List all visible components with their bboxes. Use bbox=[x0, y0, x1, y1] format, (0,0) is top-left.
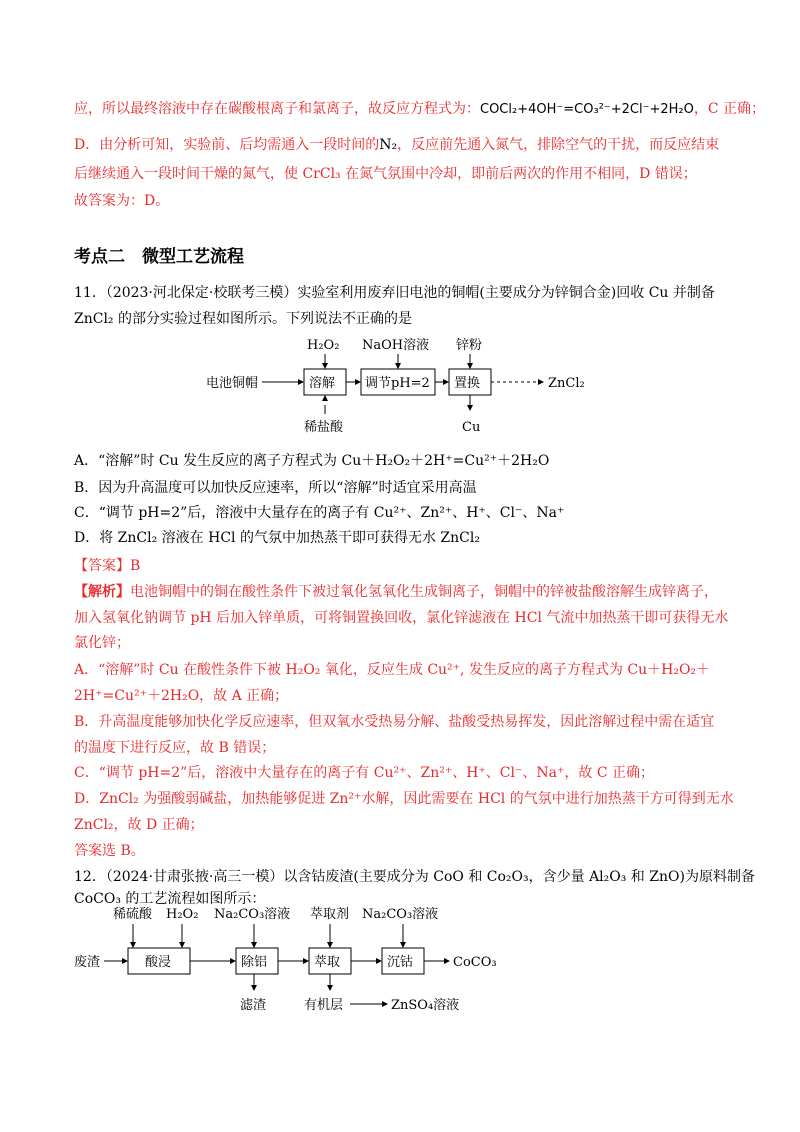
option-d: D．将 ZnCl₂ 溶液在 HCl 的气氛中加热蒸干即可获得无水 ZnCl₂ bbox=[74, 530, 480, 546]
flow-diagram-12 bbox=[74, 906, 497, 1013]
arrowhead bbox=[467, 405, 473, 411]
explanation-line: 加入氢氧化钠调节 pH 后加入锌单质，可将铜置换回收，氯化锌滤液在 HCl 气流中加热蒸干即可获得无水 bbox=[74, 610, 729, 626]
flow-reagent: H₂O₂ bbox=[166, 907, 199, 922]
explanation-line: ZnCl₂，故 D 正确； bbox=[74, 817, 204, 833]
arrowhead bbox=[322, 363, 328, 369]
arrowhead bbox=[376, 958, 382, 964]
text-line: 故答案为：D。 bbox=[74, 193, 170, 209]
flow-start: 废渣 bbox=[74, 955, 101, 970]
explanation-line: 氯化锌； bbox=[74, 635, 130, 651]
flow-product: Cu bbox=[462, 420, 481, 435]
flow-end: ZnCl₂ bbox=[548, 376, 585, 391]
arrowhead bbox=[355, 379, 361, 385]
explanation-line: 2H⁺=Cu²⁺＋2H₂O，故 A 正确； bbox=[74, 688, 289, 704]
option-c: C．“调节 pH=2”后，溶液中大量存在的离子有 Cu²⁺、Zn²⁺、H⁺、Cl⁻、Na⁺ bbox=[74, 505, 565, 521]
arrowhead bbox=[130, 942, 136, 948]
question-stem: ZnCl₂ 的部分实验过程如图所示。下列说法不正确的是 bbox=[74, 311, 412, 327]
arrowhead bbox=[122, 958, 128, 964]
flow-start: 电池铜帽 bbox=[206, 376, 259, 391]
flow-box-label: 置换 bbox=[454, 376, 481, 391]
flow-end: CoCO₃ bbox=[453, 955, 497, 970]
arrowhead bbox=[230, 958, 236, 964]
text-span: ，C 正确； bbox=[693, 101, 765, 117]
flow-product: 有机层 bbox=[304, 998, 344, 1013]
text-line: 后继续通入一段时间干燥的氮气，使 CrCl₃ 在氮气氛围中冷却，即前后两次的作用不相同，D 错误； bbox=[74, 166, 697, 182]
explanation-line: A．“溶解”时 Cu 在酸性条件下被 H₂O₂ 氧化，反应生成 Cu²⁺, 发生反应的离子方程式为 Cu＋H₂O₂＋ bbox=[74, 662, 711, 678]
flow-box-label: 除铝 bbox=[241, 955, 268, 970]
option-a: A．“溶解”时 Cu 发生反应的离子方程式为 Cu＋H₂O₂＋2H⁺=Cu²⁺＋2H₂O bbox=[74, 453, 550, 469]
flow-product: ZnSO₄溶液 bbox=[391, 998, 460, 1013]
explanation-label: 【解析】 bbox=[74, 584, 130, 600]
explanation-line bbox=[74, 582, 718, 602]
section-title: 考点二 微型工艺流程 bbox=[74, 247, 244, 267]
question-stem: CoCO₃ 的工艺流程如图所示： bbox=[74, 891, 266, 907]
flow-reagent: 稀盐酸 bbox=[304, 420, 344, 435]
arrowhead bbox=[395, 363, 401, 369]
arrowhead bbox=[400, 942, 406, 948]
text-span: 电池铜帽中的铜在酸性条件下被过氧化氢氧化生成铜离子，铜帽中的锌被盐酸溶解生成锌离子， bbox=[130, 584, 718, 600]
explanation-line: C．“调节 pH=2”后，溶液中大量存在的离子有 Cu²⁺、Zn²⁺、H⁺、Cl⁻、Na⁺，故 C 正确； bbox=[74, 765, 654, 781]
formula: N₂ bbox=[379, 137, 398, 153]
flow-reagent: Na₂CO₃溶液 bbox=[362, 907, 439, 922]
arrowhead bbox=[303, 958, 309, 964]
arrowhead bbox=[179, 942, 185, 948]
flow-reagent: H₂O₂ bbox=[307, 338, 340, 353]
explanation-line: B．升高温度能够加快化学反应速率，但双氧水受热易分解、盐酸受热易挥发，因此溶解过程中需在适宜 bbox=[74, 714, 715, 730]
text-span: ，反应前先通入氮气，排除空气的干扰，而反应结束 bbox=[397, 137, 720, 153]
flow-box-label: 酸浸 bbox=[145, 955, 172, 970]
flow-box-label: 沉钴 bbox=[387, 955, 414, 970]
arrowhead bbox=[251, 985, 257, 991]
arrowhead bbox=[322, 395, 328, 401]
arrowhead bbox=[443, 379, 449, 385]
arrowhead bbox=[251, 942, 257, 948]
flow-box-label: 溶解 bbox=[309, 376, 336, 391]
text-span: 应，所以最终溶液中存在碳酸根离子和氯离子，故反应方程式为： bbox=[74, 101, 480, 117]
flow-box-label: 萃取 bbox=[314, 955, 341, 970]
flow-box-label: 调节pH=2 bbox=[365, 376, 430, 391]
question-stem: 12．（2024·甘肃张掖·高三一模）以含钴废渣(主要成分为 CoO 和 Co₂O₃，含少量 Al₂O₃ 和 ZnO)为原料制备 bbox=[74, 869, 755, 885]
flow-reagent: 稀硫酸 bbox=[113, 907, 153, 922]
question-stem: 11．（2023·河北保定·校联考三模）实验室利用废弃旧电池的铜帽(主要成分为锌铜合金)回收 Cu 并制备 bbox=[74, 285, 715, 301]
explanation-line: 的温度下进行反应，故 B 错误； bbox=[74, 740, 276, 756]
arrowhead bbox=[538, 379, 544, 385]
flow-reagent: 锌粉 bbox=[456, 338, 483, 353]
flow-product: 滤渣 bbox=[240, 998, 267, 1013]
flow-reagent: Na₂CO₃溶液 bbox=[214, 907, 291, 922]
arrowhead bbox=[327, 942, 333, 948]
text-span: D．由分析可知，实验前、后均需通入一段时间的 bbox=[74, 137, 380, 153]
flow-reagent: 萃取剂 bbox=[310, 907, 350, 922]
arrowhead bbox=[298, 379, 304, 385]
arrowhead bbox=[444, 958, 450, 964]
arrowhead bbox=[327, 985, 333, 991]
explanation-line: 答案选 B。 bbox=[74, 843, 145, 859]
explanation-line: D．ZnCl₂ 为强酸弱碱盐，加热能够促进 Zn²⁺水解，因此需要在 HCl 的气氛中进行加热蒸干方可得到无水 bbox=[74, 791, 734, 807]
arrowhead bbox=[467, 363, 473, 369]
flow-reagent: NaOH溶液 bbox=[362, 338, 430, 353]
equation: COCl₂+4OH⁻=CO₃²⁻+2Cl⁻+2H₂O bbox=[480, 102, 694, 117]
arrowhead bbox=[382, 1001, 388, 1007]
answer: 【答案】B bbox=[74, 558, 141, 574]
option-b: B．因为升高温度可以加快反应速率，所以“溶解”时适宜采用高温 bbox=[74, 480, 477, 496]
